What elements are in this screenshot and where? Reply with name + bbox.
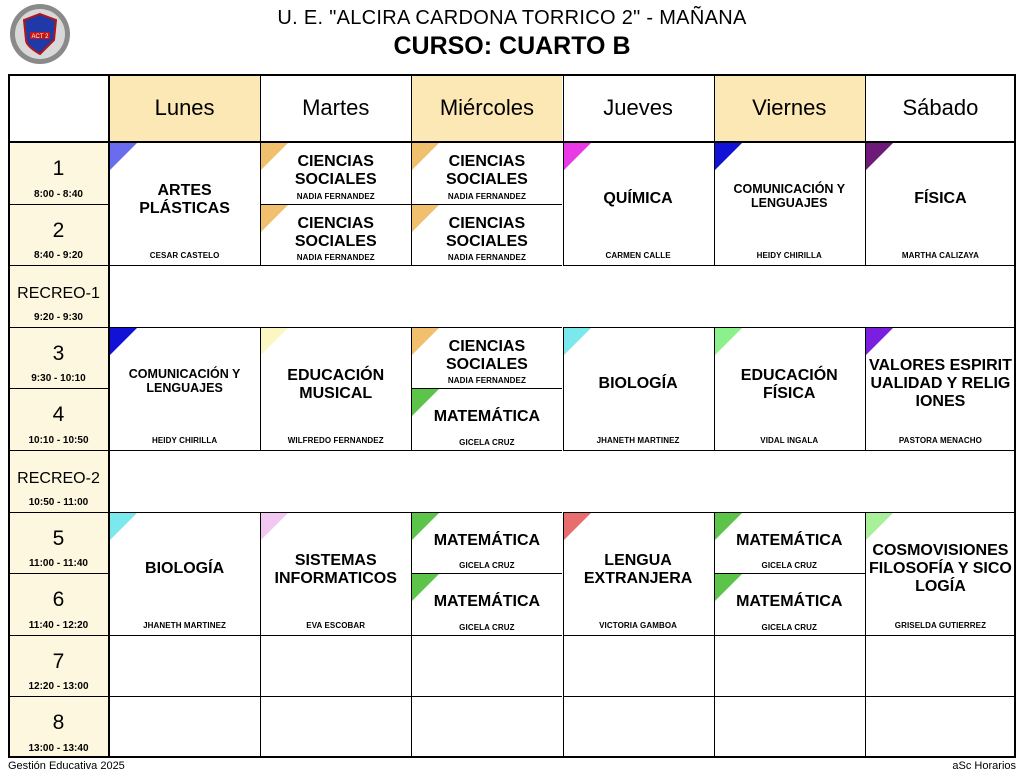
lesson-subject: SISTEMAS INFORMATICOS (274, 551, 397, 587)
period-time: 13:00 - 13:40 (28, 742, 89, 754)
subject-color-marker (865, 142, 894, 171)
period-row-header (8, 204, 109, 266)
period-number: 3 (52, 341, 65, 365)
lesson-teacher: GRISELDA GUTIERREZ (894, 620, 987, 630)
period-number: 2 (52, 218, 65, 242)
lesson-teacher: JHANETH MARTINEZ (143, 620, 227, 630)
lesson-cell[interactable] (714, 573, 865, 635)
grid-line (8, 696, 109, 697)
lesson-cell[interactable] (714, 512, 865, 574)
school-title: U. E. "ALCIRA CARDONA TORRICO 2" - MAÑANA (277, 7, 747, 29)
period-number: 6 (52, 588, 65, 612)
grid-line (563, 327, 714, 328)
grid-line (411, 512, 562, 513)
recess-name: RECREO-2 (17, 470, 100, 487)
period-number: 1 (52, 157, 65, 180)
grid-line (411, 450, 562, 451)
grid-line (714, 74, 715, 265)
grid-line (260, 265, 411, 266)
lesson-cell[interactable] (714, 327, 865, 450)
subject-color-marker (865, 512, 894, 541)
grid-line (260, 327, 411, 328)
subject-color-marker (109, 512, 138, 541)
subject-color-marker (109, 327, 138, 356)
grid-line (8, 327, 109, 328)
lesson-cell[interactable] (865, 512, 1016, 635)
lesson-cell[interactable] (411, 388, 562, 450)
subject-color-marker (563, 327, 592, 356)
period-time: 8:00 - 8:40 (34, 188, 83, 200)
lesson-teacher: GICELA CRUZ (459, 561, 515, 571)
lesson-cell[interactable] (865, 327, 1016, 450)
lesson-cell[interactable] (563, 512, 714, 635)
grid-line (563, 512, 714, 513)
period-row-header (8, 635, 109, 697)
lesson-subject: ARTES PLÁSTICAS (139, 182, 230, 218)
period-number: 7 (52, 649, 65, 673)
lesson-subject: MATEMÁTICA (433, 593, 541, 611)
lesson-subject: BIOLOGÍA (145, 559, 225, 577)
grid-line (865, 74, 866, 265)
lesson-subject: CIENCIAS SOCIALES (446, 153, 528, 189)
lesson-subject: CIENCIAS SOCIALES (294, 214, 377, 250)
grid-line (8, 450, 109, 451)
grid-line (260, 74, 261, 265)
lesson-teacher: JHANETH MARTINEZ (596, 435, 680, 445)
lesson-subject: CIENCIAS SOCIALES (446, 337, 528, 374)
day-header: Jueves (603, 95, 673, 120)
grid-line (714, 635, 865, 636)
lesson-teacher: NADIA FERNANDEZ (447, 253, 526, 263)
lesson-subject: MATEMÁTICA (736, 593, 843, 611)
grid-line (8, 512, 109, 513)
lesson-cell[interactable] (714, 142, 865, 265)
grid-line (714, 573, 865, 574)
grid-line (714, 327, 715, 450)
lesson-teacher: NADIA FERNANDEZ (296, 191, 375, 201)
period-number: 8 (52, 711, 65, 735)
lesson-teacher: NADIA FERNANDEZ (447, 376, 526, 386)
day-header: Miércoles (411, 74, 562, 142)
period-number: 4 (52, 403, 65, 427)
subject-color-marker (714, 142, 743, 171)
period-row-header (8, 512, 109, 574)
lesson-cell[interactable] (260, 327, 411, 450)
subject-color-marker (109, 142, 138, 171)
grid-line (563, 512, 564, 758)
period-row-header (8, 388, 109, 450)
grid-line (563, 327, 564, 450)
lesson-subject: FÍSICA (914, 190, 967, 207)
lesson-cell[interactable] (865, 142, 1016, 265)
lesson-teacher: HEIDY CHIRILLA (151, 435, 218, 445)
lesson-teacher: WILFREDO FERNANDEZ (287, 435, 384, 445)
lesson-teacher: GICELA CRUZ (761, 622, 817, 632)
grid-line (109, 635, 260, 636)
lesson-subject: CIENCIAS SOCIALES (446, 214, 528, 250)
lesson-teacher: HEIDY CHIRILLA (756, 251, 822, 261)
grid-line (109, 512, 260, 513)
grid-line (260, 635, 411, 636)
grid-line (260, 450, 411, 451)
grid-line (411, 327, 412, 450)
grid-line (714, 265, 865, 266)
period-time: 8:40 - 9:20 (34, 250, 83, 262)
lesson-cell[interactable] (411, 512, 562, 574)
lesson-subject: COMUNICACIÓN Y LENGUAJES (128, 366, 241, 396)
recess-name: RECREO-1 (17, 285, 100, 303)
subject-color-marker (714, 327, 743, 356)
grid-line (109, 327, 260, 328)
lesson-subject: LENGUA EXTRANJERA (583, 551, 693, 587)
grid-line (563, 696, 714, 697)
grid-line (865, 450, 1016, 451)
lesson-subject: COSMOVISIONES FILOSOFÍA Y SICOLOGÍA (869, 541, 1012, 596)
lesson-teacher: VICTORIA GAMBOA (599, 620, 678, 630)
lesson-teacher: MARTHA CALIZAYA (901, 251, 979, 261)
grid-line (865, 265, 1016, 266)
period-row-header (8, 573, 109, 635)
course-title: CURSO: CUARTO B (393, 32, 631, 60)
lesson-teacher: EVA ESCOBAR (306, 620, 366, 630)
recess-row-header (8, 450, 109, 512)
grid-line (714, 696, 865, 697)
lesson-subject: MATEMÁTICA (433, 408, 541, 426)
lesson-cell[interactable] (109, 327, 260, 450)
grid-line (563, 265, 714, 266)
grid-line (8, 204, 109, 205)
timetable-grid (8, 74, 1016, 758)
grid-line (714, 450, 865, 451)
day-header: Viernes (714, 74, 865, 142)
period-time: 11:00 - 11:40 (29, 558, 88, 570)
lesson-subject: VALORES ESPIRITUALIDAD Y RELIGIONES (869, 356, 1012, 411)
recess-row-header (8, 265, 109, 327)
lesson-subject: MATEMÁTICA (433, 531, 541, 549)
grid-line (865, 327, 1016, 328)
lesson-teacher: GICELA CRUZ (459, 437, 515, 447)
lesson-teacher: CESAR CASTELO (149, 251, 220, 261)
grid-line (865, 512, 866, 758)
day-header: Sábado (902, 95, 979, 120)
subject-color-marker (563, 512, 592, 541)
lesson-subject: MATEMÁTICA (736, 531, 843, 549)
grid-line (411, 388, 562, 389)
svg-text:ACT 2: ACT 2 (31, 34, 49, 40)
lesson-cell[interactable] (109, 142, 260, 265)
lesson-teacher: NADIA FERNANDEZ (447, 191, 526, 201)
footer-credit: Gestión Educativa 2025 (8, 760, 125, 772)
grid-line (260, 512, 411, 513)
grid-line (411, 696, 562, 697)
grid-line (563, 635, 714, 636)
grid-line (865, 696, 1016, 697)
grid-line (563, 450, 714, 451)
subject-color-marker (260, 512, 289, 541)
period-number: 5 (52, 526, 65, 550)
period-time: 12:20 - 13:00 (28, 681, 89, 693)
footer-software: aSc Horarios (952, 760, 1016, 772)
lesson-teacher: CARMEN CALLE (605, 251, 671, 261)
grid-line (865, 512, 1016, 513)
grid-line (865, 635, 1016, 636)
grid-line (109, 265, 260, 266)
lesson-cell[interactable] (563, 142, 714, 265)
period-time: 9:30 - 10:10 (31, 373, 86, 385)
lesson-cell[interactable] (411, 142, 562, 204)
period-time: 11:40 - 12:20 (28, 619, 89, 631)
grid-line (411, 635, 562, 636)
lesson-cell[interactable] (411, 204, 562, 266)
grid-line (8, 265, 109, 266)
subject-color-marker (563, 142, 592, 171)
lesson-subject: CIENCIAS SOCIALES (294, 153, 377, 189)
lesson-teacher: PASTORA MENACHO (898, 435, 982, 445)
lesson-cell[interactable] (260, 142, 411, 204)
period-row-header (8, 696, 109, 758)
lesson-cell[interactable] (411, 327, 562, 389)
grid-line (109, 450, 260, 451)
lesson-subject: EDUCACIÓN FÍSICA (740, 366, 838, 403)
lesson-teacher: GICELA CRUZ (459, 622, 515, 632)
grid-line (108, 74, 110, 758)
grid-line (563, 74, 564, 265)
period-time: 10:10 - 10:50 (28, 434, 89, 446)
lesson-cell[interactable] (260, 512, 411, 635)
grid-line (411, 327, 562, 328)
grid-line (260, 327, 261, 450)
recess-time: 10:50 - 11:00 (28, 496, 89, 508)
grid-line (865, 327, 866, 450)
grid-line (8, 573, 109, 574)
lesson-teacher: GICELA CRUZ (761, 561, 817, 571)
period-row-header (8, 327, 109, 389)
day-header: Martes (302, 95, 370, 120)
lesson-cell[interactable] (563, 327, 714, 450)
lesson-subject: EDUCACIÓN MUSICAL (287, 366, 385, 403)
grid-line (411, 265, 562, 266)
lesson-subject: QUÍMICA (603, 190, 673, 207)
lesson-cell[interactable] (411, 573, 562, 635)
lesson-cell[interactable] (260, 204, 411, 266)
grid-line (714, 512, 715, 758)
grid-line (714, 512, 865, 513)
subject-color-marker (865, 327, 894, 356)
day-header: Lunes (109, 74, 260, 142)
grid-line (411, 204, 562, 205)
grid-line (260, 512, 261, 758)
grid-line (109, 696, 260, 697)
subject-color-marker (260, 327, 289, 356)
lesson-teacher: VIDAL INGALA (760, 435, 819, 445)
lesson-cell[interactable] (109, 512, 260, 635)
grid-line (411, 573, 562, 574)
recess-time: 9:20 - 9:30 (34, 311, 83, 323)
grid-line (8, 635, 109, 636)
grid-line (411, 74, 412, 265)
grid-line (260, 204, 411, 205)
grid-line (260, 696, 411, 697)
period-row-header (8, 142, 109, 204)
lesson-subject: COMUNICACIÓN Y LENGUAJES (733, 182, 846, 211)
grid-line (411, 512, 412, 758)
lesson-teacher: NADIA FERNANDEZ (296, 253, 375, 263)
grid-line (714, 327, 865, 328)
lesson-subject: BIOLOGÍA (598, 374, 678, 392)
grid-line (8, 388, 109, 389)
